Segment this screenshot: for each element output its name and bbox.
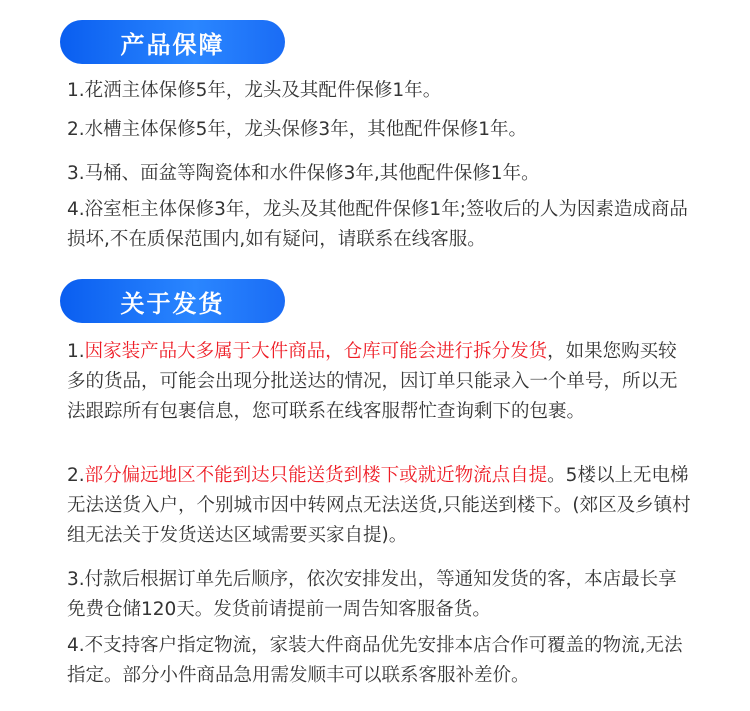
shipping-item-2 bbox=[67, 461, 695, 551]
section-title-shipping: 关于发货 bbox=[60, 279, 285, 323]
shipping-item-4: 4.不支持客户指定物流，家装大件商品优先安排本店合作可覆盖的物流,无法指定。部分小件商品急用需发顺丰可以联系客服补差价。 bbox=[67, 635, 683, 686]
shipping-item-1 bbox=[67, 337, 695, 427]
section-title-warranty: 产品保障 bbox=[60, 20, 285, 64]
shipping-item-2-prefix: 2. bbox=[67, 465, 85, 486]
warranty-item-4: 4.浴室柜主体保修3年，龙头及其他配件保修1年;签收后的人为因素造成商品损坏,不在质保范围内,如有疑问，请联系在线客服。 bbox=[67, 199, 688, 250]
shipping-item-1-highlight: 因家装产品大多属于大件商品，仓库可能会进行拆分发货 bbox=[84, 341, 548, 362]
warranty-item-1: 1.花洒主体保修5年，龙头及其配件保修1年。 bbox=[67, 80, 442, 101]
warranty-item-2: 2.水槽主体保修5年，龙头保修3年，其他配件保修1年。 bbox=[67, 119, 527, 140]
shipping-item-2-highlight: 部分偏远地区不能到达只能送货到楼下或就近物流点自提 bbox=[84, 465, 548, 486]
shipping-item-1-prefix: 1. bbox=[67, 341, 85, 362]
warranty-item-3: 3.马桶、面盆等陶瓷体和水件保修3年,其他配件保修1年。 bbox=[67, 163, 540, 184]
shipping-item-1-rest: ，如果您购买较多的货品，可能会出现分批送达的情况，因订单只能录入一个单号，所以无法跟踪所有包裹信息，您可联系在线客服帮忙查询剩下的包裹。 bbox=[67, 341, 678, 422]
shipping-item-3: 3.付款后根据订单先后顺序，依次安排发出，等通知发货的客，本店最长享免费仓储120天。发货前请提前一周告知客服备货。 bbox=[67, 569, 677, 620]
shipping-item-2-rest: 。5楼以上无电梯无法送货入户，个别城市因中转网点无法送货,只能送到楼下。(郊区及乡镇村组无法关于发货送达区域需要买家自提)。 bbox=[67, 465, 691, 546]
